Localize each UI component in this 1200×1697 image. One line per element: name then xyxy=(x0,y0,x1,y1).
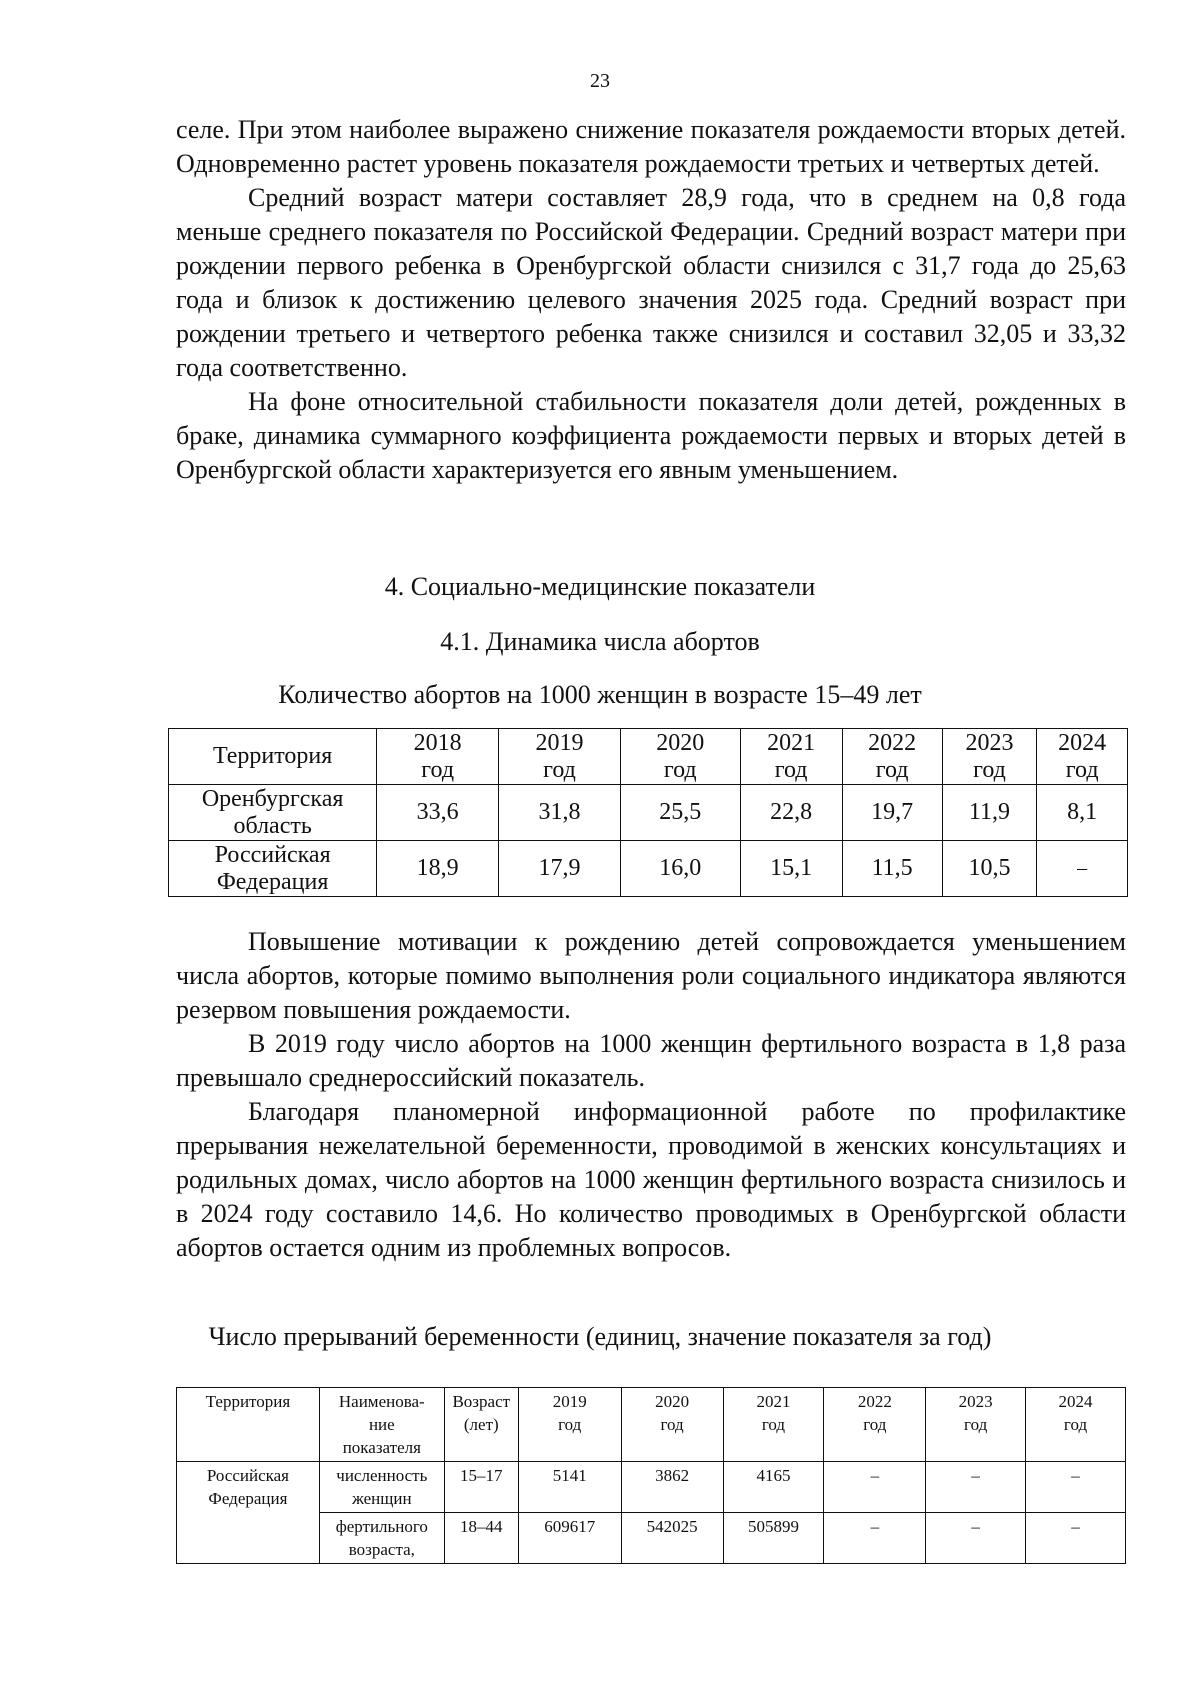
table-cell: 609617 xyxy=(518,1513,621,1564)
table-cell: 11,9 xyxy=(942,785,1037,841)
table-cell: 18,9 xyxy=(377,841,499,897)
row-indicator: численность женщин xyxy=(319,1462,444,1513)
table2-caption: Число прерываний беременности (единиц, значение показателя за год) xyxy=(208,1322,992,1351)
paragraph-1: селе. При этом наиболее выражено снижение показателя рождаемости вторых детей. Одновременно растет уровень показателя рождаемости третьих и четвертых детей. xyxy=(176,115,1126,178)
row-territory: Российская Федерация xyxy=(169,841,377,897)
table-header-row xyxy=(177,1388,1126,1462)
paragraph-5: В 2019 году число абортов на 1000 женщин фертильного возраста в 1,8 раза превышало среднероссийский показатель. xyxy=(176,1029,1126,1092)
table-cell: – xyxy=(824,1513,926,1564)
section-heading: 4. Социально-медицинские показатели xyxy=(384,572,816,601)
header-year-2021: 2021 год xyxy=(723,1388,824,1462)
page-number: 23 xyxy=(590,70,610,92)
table-cell: 16,0 xyxy=(620,841,740,897)
table-cell: 4165 xyxy=(723,1462,824,1513)
table-cell: 505899 xyxy=(723,1513,824,1564)
header-year-2018: 2018 год xyxy=(377,729,499,785)
header-year-2019: 2019 год xyxy=(499,729,621,785)
header-age: Возраст (лет) xyxy=(444,1388,518,1462)
table-cell: 19,7 xyxy=(842,785,942,841)
pregnancy-terminations-table xyxy=(176,1387,1126,1564)
table-cell: 8,1 xyxy=(1037,785,1128,841)
paragraph-6: Благодаря планомерной информационной работе по профилактике прерывания нежелательной беременности, проводимой в женских консультациях и родильных домах, число абортов на 1000 женщин фертильного возраста снизилось и в 2024 году составило 14,6. Но количество проводимых в Оренбургской области абортов остается одним из проблемных вопросов. xyxy=(176,1097,1126,1262)
header-year-2022: 2022 год xyxy=(824,1388,926,1462)
table-row xyxy=(177,1513,1126,1564)
paragraph-2: Средний возраст матери составляет 28,9 года, что в среднем на 0,8 года меньше среднего показателя по Российской Федерации. Средний возраст матери при рождении первого ребенка в Оренбургской области снизился с 31,7 года до 25,63 года и близок к достижению целевого значения 2025 года. Средний возраст при рождении третьего и четвертого ребенка также снизился и составил 32,05 и 33,32 года соответственно. xyxy=(176,183,1126,382)
table-cell: 25,5 xyxy=(620,785,740,841)
table-cell: – xyxy=(926,1513,1026,1564)
row-age: 15–17 xyxy=(444,1462,518,1513)
header-year-2023: 2023 год xyxy=(926,1388,1026,1462)
row-age: 18–44 xyxy=(444,1513,518,1564)
subsection-heading: 4.1. Динамика числа абортов xyxy=(440,627,760,656)
header-year-2020: 2020 год xyxy=(621,1388,723,1462)
header-indicator: Наименова- ние показателя xyxy=(319,1388,444,1462)
table-row xyxy=(177,1462,1126,1513)
header-year-2022: 2022 год xyxy=(842,729,942,785)
header-territory: Территория xyxy=(177,1388,320,1462)
table-cell: 17,9 xyxy=(499,841,621,897)
table-cell: – xyxy=(1037,841,1128,897)
table-header-row xyxy=(169,729,1128,785)
header-year-2024: 2024 год xyxy=(1037,729,1128,785)
paragraph-3: На фоне относительной стабильности показателя доли детей, рожденных в браке, динамика суммарного коэффициента рождаемости первых и вторых детей в Оренбургской области характеризуется его явным уменьшением. xyxy=(176,387,1126,484)
paragraph-4: Повышение мотивации к рождению детей сопровождается уменьшением числа абортов, которые помимо выполнения роли социального индикатора являются резервом повышения рождаемости. xyxy=(176,927,1126,1024)
table-cell: – xyxy=(824,1462,926,1513)
table-cell: 5141 xyxy=(518,1462,621,1513)
table-cell: 15,1 xyxy=(740,841,842,897)
header-territory: Территория xyxy=(169,729,377,785)
table-cell: 31,8 xyxy=(499,785,621,841)
text-block-2 xyxy=(176,925,1126,1265)
header-year-2020: 2020 год xyxy=(620,729,740,785)
table1-caption: Количество абортов на 1000 женщин в возрасте 15–49 лет xyxy=(278,680,922,709)
table-cell: – xyxy=(1026,1462,1126,1513)
text-block-1 xyxy=(176,113,1126,487)
header-year-2021: 2021 год xyxy=(740,729,842,785)
row-territory: Российская Федерация xyxy=(177,1462,320,1564)
row-indicator: фертильного возраста, xyxy=(319,1513,444,1564)
table-cell: 10,5 xyxy=(942,841,1037,897)
table-cell: 3862 xyxy=(621,1462,723,1513)
table-cell: 33,6 xyxy=(377,785,499,841)
table-row xyxy=(169,841,1128,897)
header-year-2024: 2024 год xyxy=(1026,1388,1126,1462)
row-territory: Оренбургская область xyxy=(169,785,377,841)
table-cell: 11,5 xyxy=(842,841,942,897)
table-cell: 542025 xyxy=(621,1513,723,1564)
table-cell: – xyxy=(926,1462,1026,1513)
table-row xyxy=(169,785,1128,841)
header-year-2019: 2019 год xyxy=(518,1388,621,1462)
header-year-2023: 2023 год xyxy=(942,729,1037,785)
abortions-rate-table xyxy=(168,728,1128,897)
table-cell: 22,8 xyxy=(740,785,842,841)
table-cell: – xyxy=(1026,1513,1126,1564)
